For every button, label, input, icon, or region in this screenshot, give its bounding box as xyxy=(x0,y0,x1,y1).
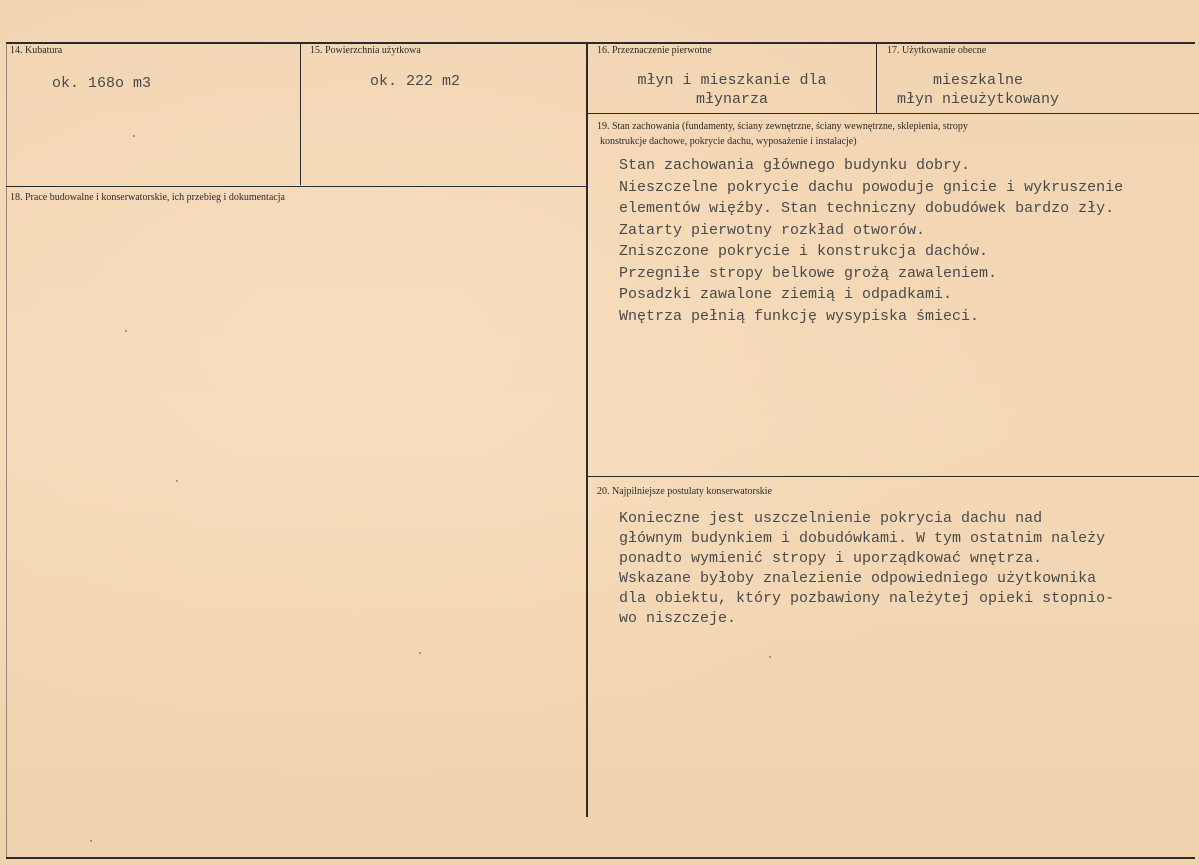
field-14-label: 14. Kubatura xyxy=(10,45,63,56)
field-17-line-1: mieszkalne xyxy=(932,72,1023,89)
divider-left-right xyxy=(586,42,588,817)
paper-speck xyxy=(769,656,771,658)
paper-speck xyxy=(176,480,178,482)
paper-speck xyxy=(419,652,421,654)
field-16-label: 16. Przeznaczenie pierwotne xyxy=(597,45,712,56)
field-20-line-1: Konieczne jest uszczelnienie pokrycia dachu nad xyxy=(619,510,1043,527)
paper-speck xyxy=(125,330,127,332)
line-above-20 xyxy=(587,476,1199,477)
field-16-line-2: młynarza xyxy=(695,91,768,108)
field-20-label: 20. Najpilniejsze postulaty konserwatorskie xyxy=(597,486,772,497)
field-18-label: 18. Prace budowalne i konserwatorskie, ich przebieg i dokumentacja xyxy=(10,192,285,203)
line-under-16-17 xyxy=(587,113,1199,114)
field-20-line-2: głównym budynkiem i dobudówkami. W tym ostatnim należy xyxy=(619,530,1106,547)
field-19-line-7: Posadzki zawalone ziemią i odpadkami. xyxy=(619,286,953,303)
paper-speck xyxy=(133,135,135,137)
field-20-line-4: Wskazane byłoby znalezienie odpowiedniego użytkownika xyxy=(619,570,1097,587)
field-14-value: ok. 168o m3 xyxy=(52,75,152,92)
field-19-line-6: Przegniłe stropy belkowe grożą zawaleniem. xyxy=(619,264,998,282)
field-15-value: ok. 222 m2 xyxy=(370,73,461,90)
field-19-line-4-visible: Zatarty pierwotny rozkład otworów. xyxy=(619,221,926,239)
field-20-line-5: dla obiektu, który pozbawiony należytej opieki stopnio- xyxy=(619,590,1115,607)
field-20-line-6: wo niszczeje. xyxy=(619,610,737,627)
field-19-label-line-2: konstrukcje dachowe, pokrycie dachu, wyposażenie i instalacje) xyxy=(600,136,857,147)
left-border-line xyxy=(6,42,7,858)
divider-14-15 xyxy=(300,42,301,185)
paper-speck xyxy=(90,840,92,842)
field-19-line-5: Zniszczone pokrycie i konstrukcja dachów. xyxy=(619,243,989,260)
divider-16-17 xyxy=(876,42,877,114)
field-17-line-2: młyn nieużytkowany xyxy=(896,91,1060,108)
field-19-line-1: Stan zachowania głównego budynku dobry. xyxy=(619,157,971,174)
field-19-line-3: elementów więźby. Stan techniczny dobudówek bardzo zły. xyxy=(619,200,1115,217)
field-15-label: 15. Powierzchnia użytkowa xyxy=(310,45,421,56)
field-19-label-line-1: 19. Stan zachowania (fundamenty, ściany zewnętrzne, ściany wewnętrzne, sklepienia, stropy xyxy=(597,121,968,132)
bottom-border-line xyxy=(6,857,1195,859)
line-under-14-15 xyxy=(6,186,587,187)
field-19-line-8: Wnętrza pełnią funkcję wysypiska śmieci. xyxy=(619,307,980,325)
field-20-line-3: ponadto wymienić stropy i uporządkować wnętrza. xyxy=(619,550,1043,567)
field-19-line-2: Nieszczelne pokrycie dachu powoduje gnicie i wykruszenie xyxy=(619,178,1124,196)
field-17-label: 17. Użytkowanie obecne xyxy=(887,45,987,56)
field-16-line-1: młyn i mieszkanie dla xyxy=(637,72,827,89)
